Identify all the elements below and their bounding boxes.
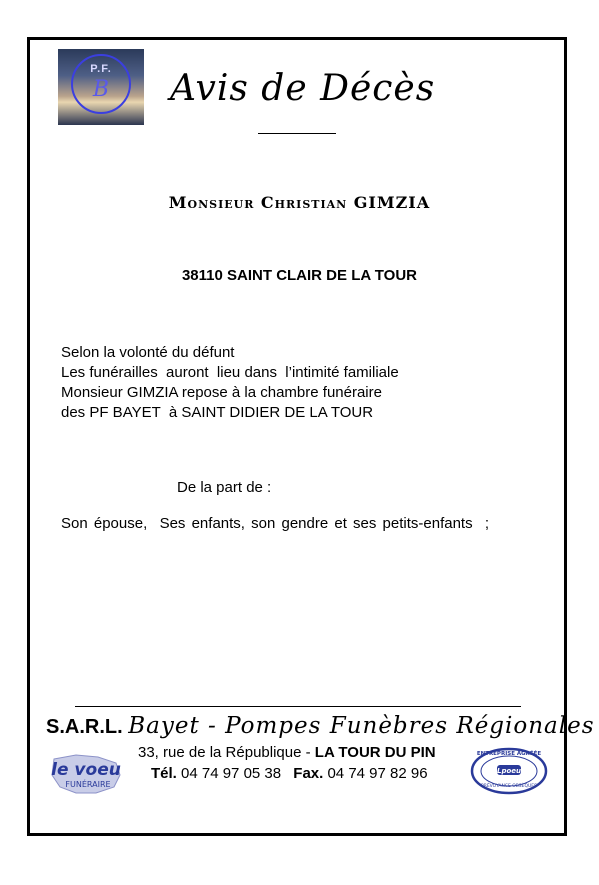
entreprise-agreee-seal xyxy=(470,747,548,795)
company-address xyxy=(138,744,436,761)
tel-label: Tél. xyxy=(151,765,177,782)
deceased-name: Monsieur Christian GIMZIA xyxy=(168,193,431,212)
tel-number: 04 74 97 05 38 xyxy=(181,765,282,782)
company-contact xyxy=(151,765,428,782)
fax-label: Fax. xyxy=(293,765,324,782)
fax-number: 04 74 97 82 96 xyxy=(327,765,428,782)
levoeu-text: le voeu xyxy=(51,760,121,780)
family-list: Son épouse, Ses enfants, son gendre et ses petits-enfants ; xyxy=(61,515,490,532)
notice-line: Monsieur GIMZIA repose à la chambre funéraire xyxy=(61,384,382,401)
company-name: Bayet - Pompes Funèbres Régionales xyxy=(128,713,595,739)
page-title: Avis de Décès xyxy=(170,68,436,109)
footer-divider xyxy=(75,706,521,707)
levoeu-funeraire-logo xyxy=(46,751,132,797)
agree-top-text: ENTREPRISE AGRÉÉE xyxy=(476,751,542,757)
funeral-notice xyxy=(61,343,399,423)
funeraire-text: FUNÉRAIRE xyxy=(65,780,111,789)
logo-b-letter: B xyxy=(92,77,110,102)
logo-pf-text: P.F. xyxy=(90,63,112,75)
from-label: De la part de : xyxy=(177,479,272,496)
agree-center-text: Lpoeu xyxy=(496,767,522,775)
notice-line: Les funérailles auront lieu dans l’intimité familiale xyxy=(61,364,399,381)
deceased-city: 38110 SAINT CLAIR DE LA TOUR xyxy=(181,267,418,284)
notice-line: des PF BAYET à SAINT DIDIER DE LA TOUR xyxy=(61,404,374,421)
title-underline xyxy=(258,133,336,134)
notice-line: Selon la volonté du défunt xyxy=(61,344,235,361)
address-city: LA TOUR DU PIN xyxy=(314,744,436,761)
agree-bottom-text: PRÉVOYANCE OBSÈQUES xyxy=(480,784,538,789)
company-sarl: S.A.R.L. xyxy=(46,716,123,738)
pf-bayet-logo xyxy=(58,49,144,125)
company-line xyxy=(46,713,595,739)
address-street: 33, rue de la République - xyxy=(138,744,315,761)
